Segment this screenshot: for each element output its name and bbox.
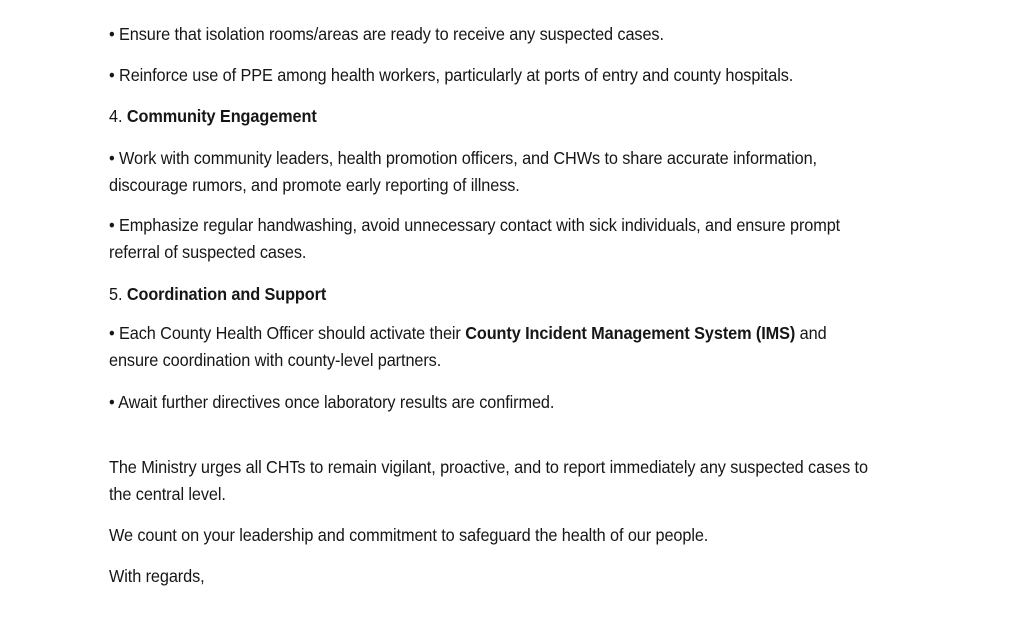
closing-count-on: We count on your leadership and commitment to safeguard the health of our people.	[109, 525, 709, 545]
bullet-ppe: • Reinforce use of PPE among health workers, particularly at ports of entry and county hospitals.	[109, 65, 794, 85]
bullet-isolation-rooms: • Ensure that isolation rooms/areas are ready to receive any suspected cases.	[109, 24, 664, 44]
section-number: 5.	[109, 284, 127, 304]
bullet-ims-suffix: and	[795, 323, 827, 343]
bullet-await-directives: • Await further directives once laboratory results are confirmed.	[109, 392, 555, 412]
closing-urge-line2: the central level.	[109, 484, 226, 504]
section-heading-coordination-support	[109, 284, 326, 304]
closing-urge-line1: The Ministry urges all CHTs to remain vigilant, proactive, and to report immediately any suspected cases to	[109, 457, 868, 477]
section-heading-community-engagement	[109, 106, 317, 126]
ims-emphasis: County Incident Management System (IMS)	[465, 323, 796, 343]
section-title: Community Engagement	[126, 106, 317, 126]
bullet-handwashing-line1: • Emphasize regular handwashing, avoid unnecessary contact with sick individuals, and ensure prompt	[109, 215, 841, 235]
bullet-ims-line1	[109, 323, 827, 343]
bullet-handwashing-line2: referral of suspected cases.	[109, 242, 307, 262]
bullet-community-leaders-line1: • Work with community leaders, health promotion officers, and CHWs to share accurate information,	[109, 148, 817, 168]
bullet-community-leaders-line2: discourage rumors, and promote early reporting of illness.	[109, 175, 520, 195]
section-title: Coordination and Support	[126, 284, 327, 304]
bullet-ims-prefix: • Each County Health Officer should activate their	[109, 323, 466, 343]
bullet-ims-line2: ensure coordination with county-level partners.	[109, 350, 442, 370]
closing-regards: With regards,	[109, 566, 205, 586]
section-number: 4.	[109, 106, 127, 126]
